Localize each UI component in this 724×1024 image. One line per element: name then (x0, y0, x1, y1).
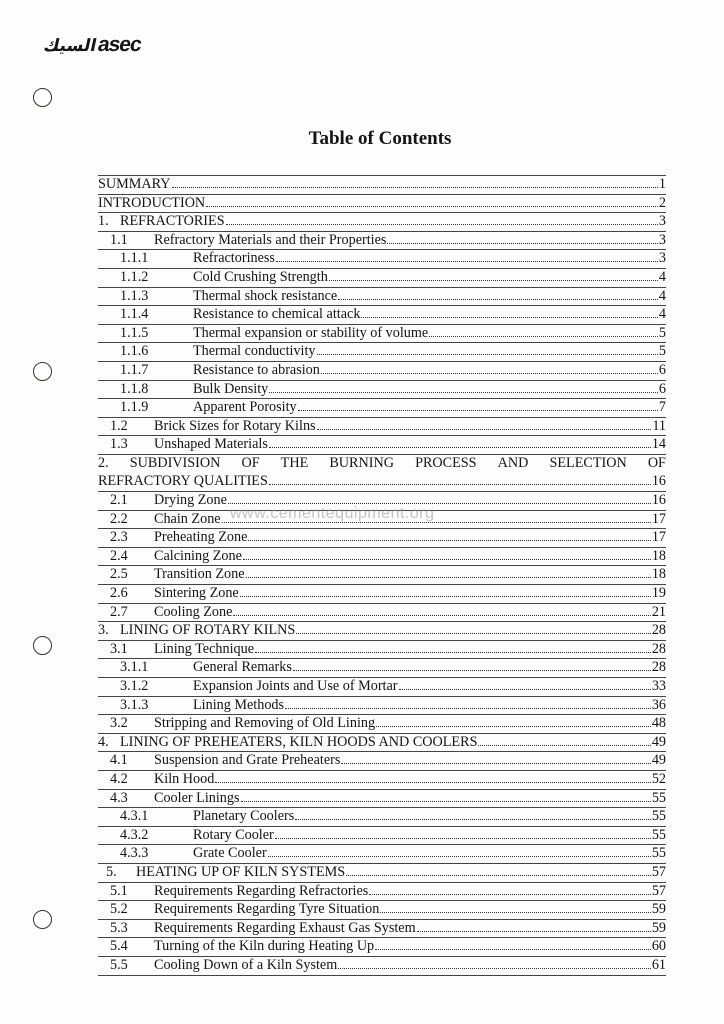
toc-entry-label: Resistance to abrasion (193, 361, 320, 378)
toc-entry-page: 11 (652, 417, 666, 434)
toc-entry[interactable] (98, 455, 666, 492)
logo-arabic-text: السيك (41, 36, 99, 56)
toc-entry-page: 57 (651, 863, 666, 880)
toc-entry-word: SUBDIVISION (129, 454, 221, 471)
toc-entry-label: Refractoriness (193, 250, 275, 267)
toc-entry[interactable] (98, 622, 666, 641)
toc-entry-number: 1.1.2 (120, 268, 149, 285)
toc-entry[interactable] (98, 325, 666, 344)
toc-entry-number: 3.1.2 (120, 678, 149, 695)
toc-entry-page: 55 (651, 826, 666, 843)
toc-entry-label: Apparent Porosity (193, 399, 297, 416)
toc-entry-number: 5.3 (110, 919, 128, 936)
toc-entry-label: Requirements Regarding Tyre Situation (154, 901, 380, 918)
toc-entry-label: Drying Zone (154, 492, 227, 509)
table-of-contents (98, 175, 666, 976)
toc-entry-page: 55 (651, 845, 666, 862)
toc-entry[interactable] (98, 195, 666, 214)
toc-entry[interactable] (98, 790, 666, 809)
toc-entry-label: Cooling Zone (154, 603, 233, 620)
toc-entry-number: 2.7 (110, 603, 128, 620)
toc-entry[interactable] (98, 678, 666, 697)
punch-hole-icon (33, 88, 52, 107)
toc-entry-page: 18 (651, 547, 666, 564)
toc-entry-number: 1.2 (110, 417, 128, 434)
toc-entry-label: Rotary Cooler (193, 826, 274, 843)
toc-entry-label: Kiln Hood (154, 771, 215, 787)
toc-entry[interactable] (98, 269, 666, 288)
toc-entry-page: 28 (651, 659, 666, 676)
toc-entry-number: 1.1.3 (120, 287, 149, 304)
toc-entry-number: 3.1.3 (120, 696, 149, 713)
toc-entry-page: 52 (651, 771, 666, 787)
toc-entry-page: 61 (651, 956, 666, 973)
toc-entry-number: 1.1.7 (120, 361, 149, 378)
toc-entry-page: 6 (658, 361, 666, 378)
toc-entry-number: 2. (98, 454, 109, 471)
toc-entry-number: 3.1.1 (120, 659, 149, 676)
toc-entry-label: Requirements Regarding Refractories (154, 882, 369, 899)
toc-entry-page: 19 (651, 585, 666, 602)
toc-entry-number: 1.1.8 (120, 380, 149, 397)
toc-entry[interactable] (98, 957, 666, 976)
toc-entry-number: 2.3 (110, 529, 128, 546)
toc-entry-number: 3.1 (110, 640, 128, 657)
toc-entry-page: 33 (651, 678, 666, 695)
toc-entry-page: 36 (651, 696, 666, 713)
toc-entry[interactable] (98, 381, 666, 400)
toc-entry[interactable] (98, 343, 666, 362)
toc-entry[interactable] (98, 566, 666, 585)
toc-entry-label: Brick Sizes for Rotary Kilns (154, 417, 316, 434)
toc-entry-number: 4.3.3 (120, 845, 149, 862)
toc-entry-word: BURNING (329, 454, 394, 471)
toc-entry[interactable] (98, 659, 666, 678)
toc-entry[interactable] (98, 232, 666, 251)
page-title: Table of Contents (308, 128, 452, 149)
toc-entry[interactable] (98, 752, 666, 771)
toc-entry[interactable] (98, 827, 666, 846)
toc-entry[interactable] (98, 883, 666, 902)
toc-entry-label: Lining Technique (154, 640, 255, 657)
toc-entry[interactable] (98, 641, 666, 660)
toc-entry-label: HEATING UP OF KILN SYSTEMS (136, 863, 346, 880)
toc-entry-page: 18 (651, 566, 666, 583)
toc-entry-word: SELECTION (549, 454, 627, 471)
toc-entry-page: 3 (658, 213, 666, 230)
toc-entry[interactable] (98, 771, 666, 790)
toc-entry-page: 28 (651, 640, 666, 657)
toc-entry[interactable] (98, 176, 666, 195)
toc-entry-number: 4.1 (110, 752, 128, 769)
toc-entry-number: 4.3.2 (120, 826, 149, 843)
toc-entry-number: 5.2 (110, 901, 128, 918)
toc-entry[interactable] (98, 938, 666, 957)
toc-entry[interactable] (98, 585, 666, 604)
toc-entry-page: 55 (651, 789, 666, 806)
toc-entry-word: PROCESS (415, 454, 477, 471)
toc-entry[interactable] (98, 734, 666, 753)
toc-entry[interactable] (98, 808, 666, 827)
toc-entry-label: General Remarks (193, 659, 292, 676)
toc-entry-word: OF (647, 454, 666, 471)
toc-entry-label: Transition Zone (154, 566, 245, 583)
toc-entry-number: 2.1 (110, 492, 128, 509)
toc-entry[interactable] (98, 418, 666, 437)
punch-hole-icon (33, 636, 52, 655)
toc-entry-label: Cold Crushing Strength (193, 268, 328, 285)
toc-entry-page: 28 (651, 622, 666, 639)
toc-entry-number: 3.2 (110, 715, 128, 732)
toc-entry-page: 16 (651, 473, 666, 489)
toc-entry-number: 5.1 (110, 882, 128, 899)
toc-entry-label: Thermal expansion or stability of volume (193, 324, 429, 341)
toc-entry-label: Calcining Zone (154, 547, 242, 564)
toc-entry-number: 2.4 (110, 547, 128, 564)
toc-entry[interactable] (98, 362, 666, 381)
toc-entry-word: AND (497, 454, 529, 471)
toc-entry-number: 4. (98, 733, 109, 750)
toc-entry[interactable] (98, 250, 666, 269)
asec-logo (41, 33, 144, 57)
toc-entry-page: 6 (658, 380, 666, 397)
toc-entry-number: 1.1 (110, 231, 128, 248)
toc-entry-page: 17 (651, 529, 666, 546)
toc-entry-page: 1 (658, 176, 666, 192)
toc-entry[interactable] (98, 213, 666, 232)
toc-entry-label: REFRACTORIES (120, 213, 225, 230)
toc-entry[interactable] (98, 715, 666, 734)
toc-entry-number: 2.6 (110, 585, 128, 602)
toc-entry-page: 7 (658, 399, 666, 416)
toc-entry-label: Cooler Linings (154, 789, 240, 806)
toc-entry-label: Planetary Coolers (193, 808, 295, 825)
toc-entry-label: Requirements Regarding Exhaust Gas System (154, 919, 416, 936)
toc-entry[interactable] (98, 529, 666, 548)
toc-entry-page: 4 (658, 287, 666, 304)
toc-entry-number: 2.2 (110, 510, 128, 527)
toc-entry-number: 4.3.1 (120, 808, 149, 825)
toc-entry-page: 4 (658, 306, 666, 323)
toc-entry-label: Resistance to chemical attack (193, 306, 361, 323)
toc-entry-number: 3. (98, 622, 109, 639)
toc-entry-label: Refractory Materials and their Properties (154, 231, 387, 248)
toc-entry-page: 49 (651, 733, 666, 750)
punch-hole-icon (33, 362, 52, 381)
toc-entry-label: LINING OF ROTARY KILNS (120, 622, 296, 639)
toc-entry-number: 1.1.5 (120, 324, 149, 341)
toc-entry-label: INTRODUCTION (98, 194, 206, 211)
toc-entry-label: Cooling Down of a Kiln System (154, 956, 338, 973)
toc-entry-label: Thermal conductivity (193, 343, 316, 360)
toc-entry-label: Bulk Density (193, 380, 269, 397)
toc-entry-word: OF (241, 454, 260, 471)
toc-entry-number: 1. (98, 213, 109, 230)
toc-entry-label: Suspension and Grate Preheaters (154, 752, 341, 769)
toc-entry-label: LINING OF PREHEATERS, KILN HOODS AND COOLERS (120, 733, 478, 750)
toc-entry-page: 49 (651, 752, 666, 769)
toc-entry-page: 14 (651, 436, 666, 453)
toc-entry[interactable] (98, 864, 666, 883)
toc-entry-label: Grate Cooler (193, 845, 267, 862)
toc-entry-label: Thermal shock resistance (193, 287, 338, 304)
toc-entry-page: 48 (651, 715, 666, 732)
toc-entry-label-line2 (98, 473, 666, 491)
toc-entry-number: 1.3 (110, 436, 128, 453)
toc-entry-label: Unshaped Materials (154, 436, 268, 453)
toc-entry-page: 16 (651, 492, 666, 509)
toc-entry-page: 60 (651, 938, 666, 955)
toc-entry-number: 2.5 (110, 566, 128, 583)
toc-entry-page: 55 (651, 808, 666, 825)
toc-entry-number: 5.5 (110, 956, 128, 973)
toc-entry-label: Sintering Zone (154, 585, 239, 602)
toc-entry-label: Expansion Joints and Use of Mortar (193, 678, 398, 695)
toc-entry[interactable] (98, 306, 666, 325)
toc-entry[interactable] (98, 288, 666, 307)
toc-entry-number: 5. (106, 863, 117, 880)
toc-entry-number: 1.1.6 (120, 343, 149, 360)
toc-entry-page: 17 (651, 510, 666, 527)
toc-entry-page: 59 (651, 919, 666, 936)
toc-entry-word: THE (280, 454, 309, 471)
toc-entry[interactable] (98, 697, 666, 716)
toc-entry-page: 3 (658, 231, 666, 248)
toc-entry-label-line1 (98, 455, 666, 473)
toc-entry[interactable] (98, 920, 666, 939)
toc-entry-number: 1.1.4 (120, 306, 149, 323)
toc-entry-label: Lining Methods (193, 696, 285, 713)
toc-entry-page: 5 (658, 343, 666, 360)
toc-entry-number: 4.2 (110, 771, 128, 787)
toc-entry[interactable] (98, 845, 666, 864)
toc-entry-page: 21 (651, 603, 666, 620)
toc-entry-page: 59 (651, 901, 666, 918)
toc-entry-label: Turning of the Kiln during Heating Up (154, 938, 375, 955)
toc-entry[interactable] (98, 436, 666, 455)
toc-entry-page: 2 (658, 194, 666, 211)
toc-entry-page: 3 (658, 250, 666, 267)
toc-entry-label: SUMMARY (98, 176, 171, 192)
punch-hole-icon (33, 910, 52, 929)
toc-entry[interactable] (98, 604, 666, 623)
watermark-text: www.cementequipment.org (230, 505, 435, 522)
toc-entry-number: 1.1.1 (120, 250, 149, 267)
toc-entry-number: 1.1.9 (120, 399, 149, 416)
toc-entry-page: 57 (651, 882, 666, 899)
toc-entry-label: Stripping and Removing of Old Lining (154, 715, 376, 732)
toc-entry-label: Preheating Zone (154, 529, 248, 546)
toc-entry[interactable] (98, 901, 666, 920)
logo-latin-text: asec (96, 33, 144, 56)
toc-entry-label: REFRACTORY QUALITIES (98, 473, 268, 489)
toc-entry-label: Chain Zone (154, 510, 221, 527)
toc-entry-page: 4 (658, 268, 666, 285)
toc-entry[interactable] (98, 399, 666, 418)
toc-entry-number: 4.3 (110, 789, 128, 806)
toc-entry-number: 5.4 (110, 938, 128, 955)
toc-entry[interactable] (98, 548, 666, 567)
toc-entry-page: 5 (658, 324, 666, 341)
